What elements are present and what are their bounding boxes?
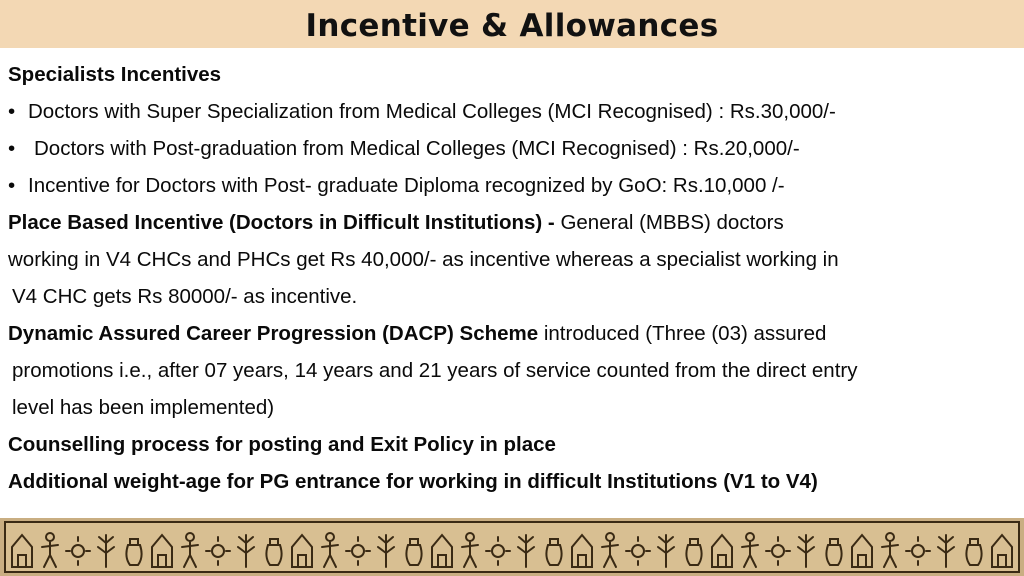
- bullet-text: Doctors with Super Specialization from Medical Colleges (MCI Recognised) : Rs.30,000/-: [28, 100, 836, 123]
- tribal-motif: [432, 535, 452, 567]
- bullet-item: [8, 167, 1016, 204]
- dacp-text: introduced (Three (03) assured: [538, 322, 827, 345]
- tribal-motif: [182, 533, 198, 567]
- counselling-line: Counselling process for posting and Exit Policy in place: [8, 433, 556, 456]
- tribal-motif: [992, 535, 1012, 567]
- tribal-motif: [12, 535, 32, 567]
- tribal-motif: [966, 539, 981, 565]
- slide-content: [8, 56, 1016, 500]
- tribal-motif: [518, 535, 534, 567]
- tribal-art-decoration: [6, 523, 1020, 573]
- dacp-label: Dynamic Assured Career Progression (DACP) Scheme: [8, 322, 539, 345]
- footer-art-border: [4, 521, 1020, 573]
- tribal-motif: [712, 535, 732, 567]
- tribal-motif: [906, 537, 930, 565]
- tribal-motif: [602, 533, 618, 567]
- place-based-label: Place Based Incentive (Doctors in Difficult Institutions) -: [8, 211, 561, 234]
- tribal-motif: [292, 535, 312, 567]
- bullet-item: [8, 93, 1016, 130]
- tribal-motif: [462, 533, 478, 567]
- weightage-line: Additional weight-age for PG entrance for working in difficult Institutions (V1 to V4): [8, 470, 818, 493]
- section-heading: Specialists Incentives: [8, 63, 222, 86]
- tribal-motif: [238, 535, 254, 567]
- bullet-glyph: •: [8, 137, 16, 160]
- bullet-text: Doctors with Post-graduation from Medical Colleges (MCI Recognised) : Rs.20,000/-: [34, 137, 800, 160]
- dacp-line: level has been implemented): [12, 396, 275, 419]
- tribal-motif: [572, 535, 592, 567]
- tribal-motif: [266, 539, 281, 565]
- tribal-motif: [206, 537, 230, 565]
- bullet-item: [8, 130, 1016, 167]
- tribal-motif: [406, 539, 421, 565]
- tribal-motif: [98, 535, 114, 567]
- tribal-motif: [686, 539, 701, 565]
- tribal-motif: [486, 537, 510, 565]
- tribal-motif: [658, 535, 674, 567]
- tribal-motif: [626, 537, 650, 565]
- dacp-paragraph: [8, 315, 1016, 352]
- tribal-motif: [42, 533, 58, 567]
- tribal-motif: [766, 537, 790, 565]
- place-based-line: working in V4 CHCs and PHCs get Rs 40,000/- as incentive whereas a specialist working in: [8, 248, 839, 271]
- tribal-motif: [322, 533, 338, 567]
- bullet-glyph: •: [8, 100, 16, 123]
- dacp-line: promotions i.e., after 07 years, 14 years and 21 years of service counted from the direct entry: [12, 359, 858, 382]
- place-based-text: General (MBBS) doctors: [560, 211, 784, 234]
- tribal-motif: [126, 539, 141, 565]
- place-based-paragraph: [8, 204, 1016, 241]
- bullet-glyph: •: [8, 174, 16, 197]
- tribal-motif: [826, 539, 841, 565]
- tribal-motif: [346, 537, 370, 565]
- tribal-motif: [66, 537, 90, 565]
- tribal-motif: [938, 535, 954, 567]
- tribal-motif: [798, 535, 814, 567]
- tribal-motif: [378, 535, 394, 567]
- tribal-motif: [742, 533, 758, 567]
- footer-band: [0, 518, 1024, 576]
- slide-title: Incentive & Allowances: [305, 8, 719, 44]
- tribal-motif: [546, 539, 561, 565]
- tribal-motif: [882, 533, 898, 567]
- place-based-line: V4 CHC gets Rs 80000/- as incentive.: [12, 285, 358, 308]
- bullet-text: Incentive for Doctors with Post- graduate Diploma recognized by GoO: Rs.10,000 /-: [28, 174, 785, 197]
- tribal-motif: [852, 535, 872, 567]
- tribal-motif: [152, 535, 172, 567]
